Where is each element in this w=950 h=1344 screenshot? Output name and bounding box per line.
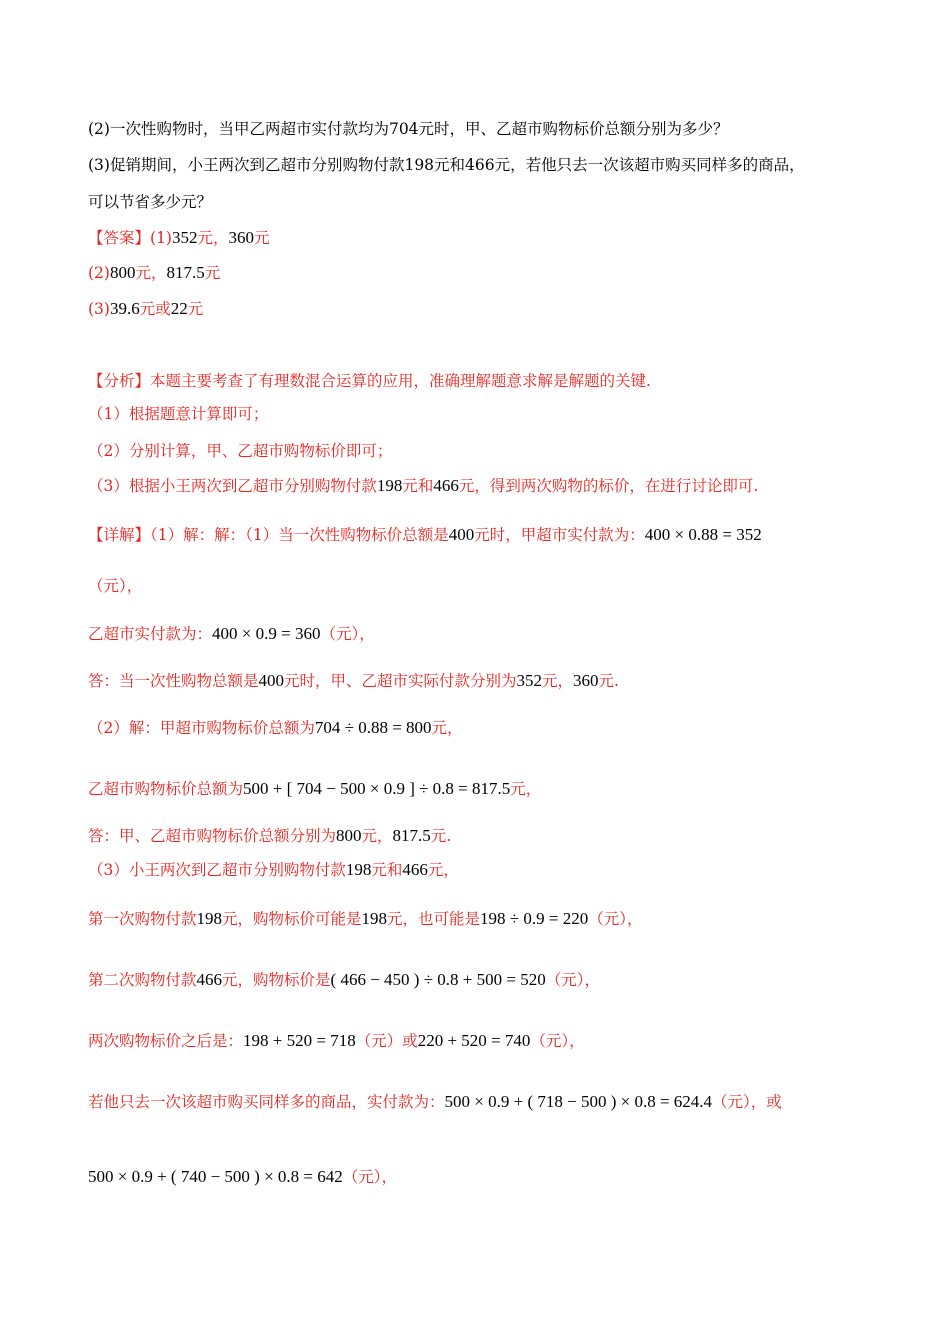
detail-line-11: 若他只去一次该超市购买同样多的商品，实付款为：500 × 0.9 + ( 718 − 500 ) × 0.8 = 624.4（元），或 — [88, 1092, 782, 1111]
analysis-point-1: （1）根据题意计算即可； — [88, 405, 269, 423]
detail-line-12: 500 × 0.9 + ( 740 − 500 ) × 0.8 = 642（元）， — [88, 1167, 398, 1186]
answer-line-3: (3)39.6元或22元 — [88, 299, 204, 318]
analysis-point-2: （2）分别计算，甲、乙超市购物标价即可； — [88, 442, 393, 460]
detail-line-10: 两次购物标价之后是：198 + 520 = 718（元）或220 + 520 = 740（元）， — [88, 1031, 585, 1050]
detail-line-5: 乙超市购物标价总额为500 + [ 704 − 500 × 0.9 ] ÷ 0.8 = 817.5元， — [88, 779, 542, 798]
question-2: (2)一次性购物时，当甲乙两超市实付款均为704元时，甲、乙超市购物标价总额分别为多少？ — [88, 120, 729, 138]
answer-line-2: (2)800元，817.5元 — [88, 263, 221, 282]
detail-line-1-unit: （元）， — [88, 577, 143, 595]
analysis-point-3: （3）根据小王两次到乙超市分别购物付款198元和466元，得到两次购物的标价，在进行讨论即可. — [88, 476, 759, 495]
detail-line-9: 第二次购物付款466元，购物标价是( 466 − 450 ) ÷ 0.8 + 500 = 520（元）， — [88, 970, 600, 989]
answer-tag: 【答案】 — [88, 229, 151, 247]
detail-line-2: 乙超市实付款为：400 × 0.9 = 360（元）， — [88, 624, 375, 643]
question-3-line1: (3)促销期间，小王两次到乙超市分别购物付款198元和466元，若他只去一次该超市购买同样多的商品， — [88, 156, 805, 174]
detail-line-7: （3）小王两次到乙超市分别购物付款198元和466元， — [88, 860, 459, 879]
detail-line-6: 答：甲、乙超市购物标价总额分别为800元，817.5元. — [88, 826, 452, 845]
detail-line-3: 答：当一次性购物总额是400元时，甲、乙超市实际付款分别为352元，360元. — [88, 671, 619, 690]
analysis-intro: 【分析】本题主要考查了有理数混合运算的应用，准确理解题意求解是解题的关键. — [88, 372, 651, 390]
answer-line-1: 【答案】(1)352元，360元 — [88, 228, 270, 247]
detail-line-8: 第一次购物付款198元，购物标价可能是198元，也可能是198 ÷ 0.9 = 220（元）， — [88, 909, 643, 928]
analysis-tag: 【分析】 — [88, 372, 151, 390]
detail-line-1: 【详解】（1）解：解：（1）当一次性购物标价总额是400元时，甲超市实付款为：400 × 0.88 = 352 — [88, 525, 762, 544]
detail-line-4: （2）解：甲超市购物标价总额为704 ÷ 0.88 = 800元， — [88, 718, 463, 737]
detail-tag: 【详解】 — [88, 526, 151, 544]
question-3-line2: 可以节省多少元？ — [88, 193, 213, 211]
